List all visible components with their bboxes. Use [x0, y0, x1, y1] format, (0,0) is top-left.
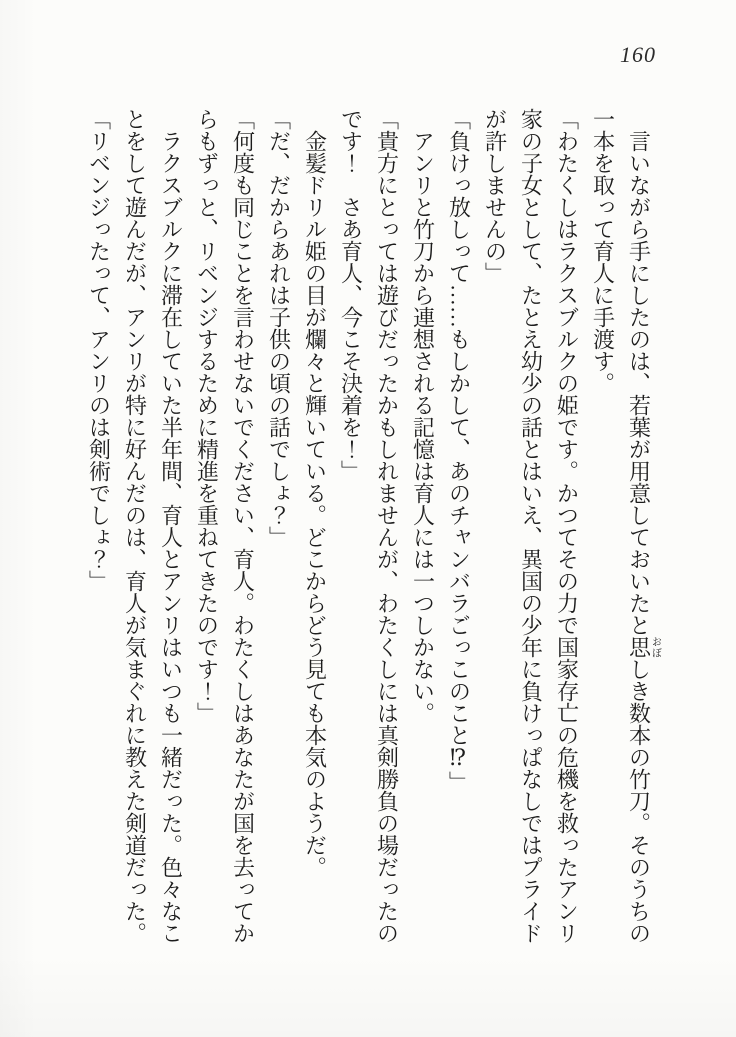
page-text	[81, 108, 661, 960]
text-line: が許しませんの」	[482, 108, 508, 284]
text-line: 「わたくしはラクスブルクの姫です。かつてその力で国家存亡の危機を救ったアンリ	[554, 108, 580, 944]
text-line: ラクスブルクに滞在していた半年間、育人とアンリはいつも一緒だった。色々なこ	[158, 108, 184, 944]
text-line: とをして遊んだが、アンリが特に好んだのは、育人が気まぐれに教えた剣道だった。	[122, 108, 148, 944]
text-line: です！ さあ育人、今こそ決着を！」	[338, 108, 364, 482]
ruby-annotation: 思おぼ	[626, 636, 661, 658]
text-line: 家の子女として、たとえ幼少の話とはいえ、異国の少年に負けっぱなしではプライド	[518, 108, 544, 944]
text-line: らもずっと、リベンジするために精進を重ねてきたのです！」	[194, 108, 220, 724]
text-line: 「何度も同じことを言わせないでください、育人。わたくしはあなたが国を去ってか	[230, 108, 256, 944]
text-line: 言いながら手にしたのは、若葉が用意しておいたと思おぼしき数本の竹刀。そのうちの	[626, 108, 661, 944]
text-line: アンリと竹刀から連想される記憶は育人には一つしかない。	[410, 108, 436, 724]
text-line: 「だ、だからあれは子供の頃の話でしょ？」	[266, 108, 292, 548]
text-line: 一本を取って育人に手渡す。	[590, 108, 616, 394]
text-line: 「リベンジったって、アンリのは剣術でしょ？」	[86, 108, 112, 592]
page-number: 160	[620, 42, 656, 67]
text-line: 「貴方にとっては遊びだったかもしれませんが、わたくしには真剣勝負の場だったの	[374, 108, 400, 944]
text-line: 金髪ドリル姫の目が爛々と輝いている。どこからどう見ても本気のようだ。	[302, 108, 328, 878]
text-line: 「負けっ放しって……もしかして、あのチャンバラごっこのこと⁉」	[446, 108, 472, 793]
